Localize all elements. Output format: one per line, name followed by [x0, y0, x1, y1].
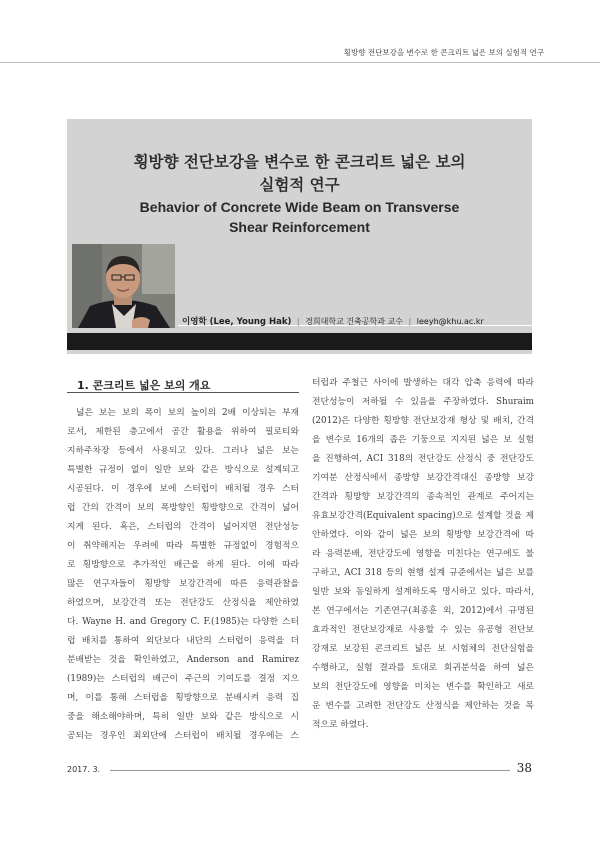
section-heading: 1. 콘크리트 넓은 보의 개요	[77, 379, 211, 392]
footer-rule	[110, 770, 510, 771]
english-title-line-2: Shear Reinforcement	[229, 219, 370, 235]
section-rule	[67, 392, 299, 393]
paragraph-line: 간격과 횡방향 보강간격의 종속적인 관계로 주어지는	[312, 492, 534, 502]
paragraph-line: 유효보강간격(Equivalent spacing)으로 설계할 것을 제	[312, 511, 534, 521]
author-portrait-image	[72, 244, 175, 328]
right-column	[312, 374, 534, 735]
paragraph-line: 강재로 보강된 콘크리트 넓은 보 시험체의 전단실험을	[312, 644, 534, 654]
author-email: leeyh@khu.ac.kr	[416, 317, 484, 326]
running-head: 횡방향 전단보강을 변수로 한 콘크리트 넓은 보의 실험적 연구	[343, 48, 544, 57]
separator: |	[408, 317, 412, 326]
paragraph-line: 며, 이를 통해 스터럽을 횡방향으로 분배시켜 응력 집	[67, 693, 299, 703]
paragraph-line: 라 응력분배, 전단강도에 영향을 미친다는 연구에도 불	[312, 549, 534, 559]
issue-date: 2017. 3.	[67, 765, 101, 774]
separator: |	[296, 317, 300, 326]
korean-title-line-1: 횡방향 전단보강을 변수로 한 콘크리트 넓은 보의	[133, 153, 466, 171]
paragraph-line: 럽 배치를 통하여 외단보다 내단의 스터럽이 응력을 더	[67, 636, 299, 646]
paragraph-line: 분배받는 것을 확인하였고, Anderson and Ramirez	[67, 655, 299, 665]
paragraph-line: 안하였다. 이와 같이 넓은 보의 횡방향 보강간격에 따	[312, 530, 534, 540]
paragraph-line: 적으로 하였다.	[312, 720, 369, 730]
author-info	[182, 315, 484, 327]
paragraph-line: 전단성능이 저하될 수 있음을 주장하였다. Shuraim	[312, 397, 534, 407]
paragraph-line: 일반 보와 동일하게 설계하도록 명시하고 있다. 따라서,	[312, 587, 534, 597]
paragraph-line: 지게 된다. 혹은, 스터럽의 간격이 넓어지면 전단성능	[67, 522, 299, 532]
paragraph-line: 지하주차장 등에서 사용되고 있다. 그러나 넓은 보는	[67, 446, 299, 456]
paragraph-line: 구하고, ACI 318 등의 현행 설계 규준에서는 넓은 보를	[312, 568, 534, 578]
title-footer-band	[67, 333, 532, 350]
paragraph-line: 기여분 산정식에서 종방향 보강간격대신 종방향 보강	[312, 473, 534, 483]
korean-title-line-2: 실험적 연구	[259, 176, 340, 194]
paragraph-line: 로서, 제한된 층고에서 공간 활용을 위하여 필로티와	[67, 427, 299, 437]
paragraph-line: 이 취약해지는 우려에 따라 특별한 규정없이 경험적으	[67, 541, 299, 551]
paragraph-line: 본 연구에서는 기존연구(최종훈 외, 2012)에서 규명된	[312, 606, 534, 616]
paragraph-line: 특별한 규정이 없이 일반 보와 같은 방식으로 설계되고	[67, 465, 299, 475]
left-column	[67, 404, 299, 746]
paragraph-line: (1989)는 스터럽의 배근이 주근의 기여도를 결정 지으	[67, 674, 299, 684]
paragraph-line: 효과적인 전단보강재로 사용할 수 있는 유공형 전단보	[312, 625, 534, 635]
paragraph-line: 중을 해소해야하며, 특히 일반 보와 같은 방식으로 시	[67, 712, 299, 722]
paragraph-line: 많은 연구자들이 횡방향 보강간격에 따른 응력관찰을	[67, 579, 299, 589]
paragraph-line: 다. Wayne H. and Gregory C. F.(1985)는 다양한 스터	[67, 617, 299, 627]
paragraph-line: 하였으며, 보강간격 또는 전단강도 산정식을 제안하였	[67, 598, 299, 608]
page-number: 38	[516, 761, 532, 775]
paragraph-line: 공되는 경우인 최외단에 스터럽이 배치될 경우에는 스	[67, 731, 299, 741]
paragraph-line: 로 횡방향으로 추가적인 배근을 하게 된다. 이에 따라	[67, 560, 299, 570]
paragraph-line: 럽 간의 간격이 보의 폭방향인 횡방향으로 간격이 넓어	[67, 503, 299, 513]
paragraph-line: 을 변수로 16개의 좁은 기둥으로 지지된 넓은 보 실험	[312, 435, 534, 445]
paragraph-line: 수행하고, 실험 결과를 토대로 회귀분석을 하여 넓은	[312, 663, 534, 673]
english-title-line-1: Behavior of Concrete Wide Beam on Transverse	[139, 199, 460, 215]
paragraph-line: (2012)은 다양한 횡방향 전단보강재 형상 및 배치, 간격	[312, 416, 534, 426]
author-name: 이영학 (Lee, Young Hak)	[182, 317, 292, 327]
paragraph-line: 시공된다. 이 경우에 보에 스터럽이 배치될 경우 스터	[67, 484, 299, 494]
english-title	[67, 197, 532, 237]
paragraph-line: 을 진행하여, ACI 318의 전단강도 산정식 중 전단강도	[312, 454, 534, 464]
paragraph-line: 터럽과 주철근 사이에 발생하는 대각 압축 응력에 따라	[312, 378, 534, 388]
paragraph-line: 보의 전단강도에 영향을 미치는 변수를 확인하고 새로	[312, 682, 534, 692]
paragraph-line: 운 변수를 고려한 전단강도 산정식을 제안하는 것을 목	[312, 701, 534, 711]
header-rule	[0, 62, 600, 63]
author-affiliation: 경희대학교 건축공학과 교수	[305, 317, 403, 326]
korean-title	[67, 151, 532, 197]
author-photo	[72, 244, 175, 328]
paragraph-line: 넓은 보는 보의 폭이 보의 높이의 2배 이상되는 부재	[76, 408, 299, 418]
